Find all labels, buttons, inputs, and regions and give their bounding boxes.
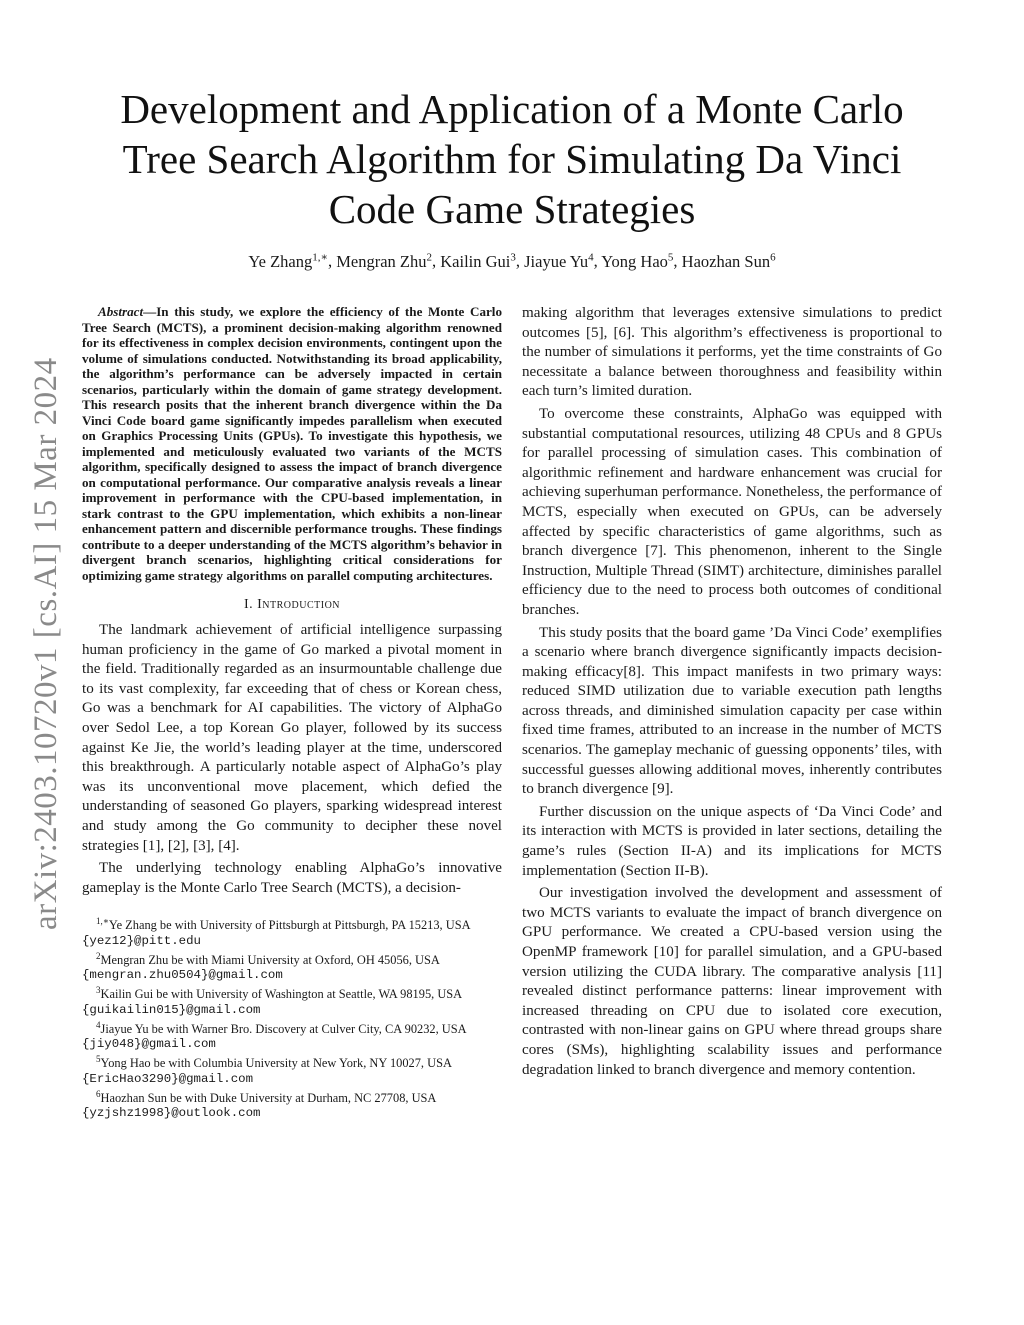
- author: Jiayue Yu$^4$: [524, 251, 594, 271]
- footnote: $^4$Jiayue Yu be with Warner Bro. Discovery at Culver City, CA 90232, USA {jiy048}@gmail.com: [82, 1018, 502, 1053]
- footnote: $^6$Haozhan Sun be with Duke University at Durham, NC 27708, USA {yzjshz1998}@outlook.com: [82, 1087, 502, 1122]
- body-paragraph: To overcome these constraints, AlphaGo was equipped with substantial computational resources, utilizing 48 CPUs and 8 GPUs for parallel processing of simulation cases. This combination of algorithmic refinement and hardware enhancement was crucial for achieving superhuman performance. Nonetheless, the performance of MCTS, especially when executed on GPUs, can be adversely affected by specific characteristics of game algorithms, such as branch divergence [7]. This phenomenon, inherent to the Single Instruction, Multiple Thread (SIMT) architecture, diminishes parallel efficiency due to the need to process both outcomes of conditional branches.: [522, 405, 942, 618]
- arxiv-identifier-stamp: arXiv:2403.10720v1 [cs.AI] 15 Mar 2024: [28, 357, 64, 930]
- email-address: {EricHao3290}@gmail.com: [82, 1071, 254, 1086]
- author: Haozhan Sun$^6$: [681, 251, 776, 271]
- right-column: [522, 304, 942, 1080]
- body-paragraph: The landmark achievement of artificial intelligence surpassing human proficiency in the game of Go marked a pivotal moment in the field. Traditionally regarded as an insurmountable challenge due to its vast complexity, far exceeding that of chess or Korean chess, Go was a benchmark for AI capabilities. The victory of AlphaGo over Sedol Lee, a top Korean Go player, followed by its success against Ke Jie, the world’s leading player at the time, underscored this breakthrough. A particularly notable aspect of AlphaGo’s play was its unconventional move placement, which defied the understanding of seasoned Go players, sparking widespread interest and study among the Go community to decipher these novel strategies [1], [2], [3], [4].: [82, 622, 502, 854]
- abstract: [82, 304, 502, 583]
- abstract-text: —In this study, we explore the efficiency of the Monte Carlo Tree Search (MCTS), a prominent decision-making algorithm renowned for its effectiveness in complex decision environments, contingent upon the volume of simulations conducted. Notwithstanding its broad applicability, the algorithm’s performance can be adversely impacted in certain scenarios, particularly within the domain of game strategy development. This research posits that the inherent branch divergence within the Da Vinci Code board game significantly impedes parallelism when executed on Graphics Processing Units (GPUs). To investigate this hypothesis, we implemented and meticulously evaluated two variants of the MCTS algorithm, specifically designed to assess the impact of branch divergence on computational performance. Our comparative analysis reveals a linear improvement in performance with the CPU-based implementation, in stark contrast to the GPU implementation, which exhibits a non-linear enhancement pattern and discernible performance troughs. These findings contribute to a deeper understanding of the MCTS algorithm’s behavior in divergent branch scenarios, highlighting critical considerations for optimizing game strategy algorithms on parallel computing architectures.: [82, 304, 502, 583]
- author: Ye Zhang$^{1,∗}$: [248, 251, 328, 271]
- email-address: {guikailin015}@gmail.com: [82, 1002, 261, 1017]
- footnote: $^3$Kailin Gui be with University of Washington at Seattle, WA 98195, USA {guikailin015}@gmail.com: [82, 983, 502, 1018]
- body-paragraph: Our investigation involved the development and assessment of two MCTS variants to evaluate the impact of branch divergence on GPU performance. We created a CPU-based version using the OpenMP framework [10] for parallel simulation, and a GPU-based version utilizing the CUDA library. The comparative analysis [11] revealed distinct performance patterns: linear improvement with increased threading on CPU due to isolated core execution, contrasted with non-linear gains on GPU where thread groups share cores (SMs), highlighting scalability issues and performance degradation linked to branch divergence and memory contention.: [522, 885, 942, 1078]
- author-list: Ye Zhang$^{1,∗}$, Mengran Zhu$^2$, Kailin Gui$^3$, Jiayue Yu$^4$, Yong Hao$^5$, Haozhan Sun$^6$: [248, 251, 776, 271]
- paper-title: Development and Application of a Monte Carlo Tree Search Algorithm for Simulating Da Vinci Code Game Strategies: [120, 86, 904, 232]
- body-paragraph: The underlying technology enabling AlphaGo’s innovative gameplay is the Monte Carlo Tree Search (MCTS), a decision-: [82, 860, 502, 896]
- body-paragraph: This study posits that the board game ’Da Vinci Code’ exemplifies a scenario where branch divergence significantly impacts decision-making efficacy[8]. This impact manifests in two primary ways: reduced SIMD utilization due to variable execution path lengths across threads, and diminished simulation capacity per case within fixed time frames, attributed to an increase in the number of MCTS scenarios. The gameplay mechanic of guessing opponents’ tiles, with successful guesses allowing additional moves, inherently contributes to branch divergence [9].: [522, 624, 942, 798]
- body-paragraph: making algorithm that leverages extensive simulations to predict outcomes [5], [6]. This algorithm’s effectiveness is proportional to the number of simulations it performs, yet the time constraints of Go necessitate a balance between thoroughness and feasibility within each turn’s limited duration.: [522, 305, 942, 400]
- abstract-label: Abstract: [98, 304, 144, 319]
- author-footnotes: [82, 914, 502, 1121]
- left-column: [82, 304, 502, 1122]
- author: Kailin Gui$^3$: [440, 251, 516, 271]
- body-paragraph: Further discussion on the unique aspects of ‘Da Vinci Code’ and its interaction with MCTS is provided in later sections, detailing the game’s rules (Section II-A) and its implications for MCTS implementation (Section II-B).: [522, 803, 942, 879]
- email-address: {yzjshz1998}@outlook.com: [82, 1106, 261, 1121]
- email-address: {yez12}@pitt.edu: [82, 933, 201, 948]
- footnote: $^{1,∗}$Ye Zhang be with University of Pittsburgh at Pittsburgh, PA 15213, USA {yez12}@pitt.edu: [82, 914, 502, 949]
- email-address: {jiy048}@gmail.com: [82, 1037, 216, 1052]
- footnote: $^5$Yong Hao be with Columbia University at New York, NY 10027, USA {EricHao3290}@gmail.com: [82, 1052, 502, 1087]
- email-address: {mengran.zhu0504}@gmail.com: [82, 968, 283, 983]
- author: Yong Hao$^5$: [601, 251, 674, 271]
- section-heading-introduction: I. Introduction: [243, 597, 341, 612]
- author: Mengran Zhu$^2$: [336, 251, 432, 271]
- footnote: $^2$Mengran Zhu be with Miami University at Oxford, OH 45056, USA {mengran.zhu0504}@gmail.com: [82, 949, 502, 984]
